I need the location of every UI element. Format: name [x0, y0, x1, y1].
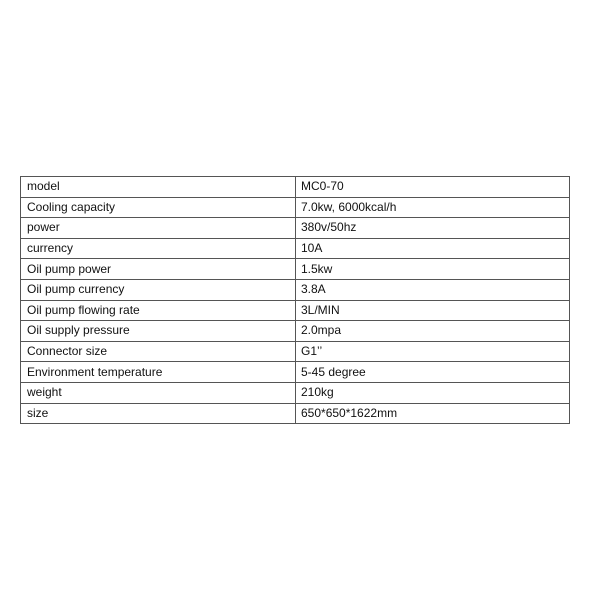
spec-label-cooling-capacity: Cooling capacity — [21, 197, 296, 218]
spec-label-oil-supply-pressure: Oil supply pressure — [21, 321, 296, 342]
spec-label-oil-pump-flowing-rate: Oil pump flowing rate — [21, 300, 296, 321]
spec-value-oil-pump-flowing-rate: 3L/MIN — [296, 300, 570, 321]
spec-label-weight: weight — [21, 382, 296, 403]
table-row — [21, 300, 570, 321]
spec-value-currency: 10A — [296, 238, 570, 259]
spec-value-cooling-capacity: 7.0kw, 6000kcal/h — [296, 197, 570, 218]
table-row — [21, 382, 570, 403]
table-row — [21, 321, 570, 342]
spec-value-size: 650*650*1622mm — [296, 403, 570, 424]
spec-value-weight: 210kg — [296, 382, 570, 403]
spec-label-oil-pump-power: Oil pump power — [21, 259, 296, 280]
spec-value-connector-size: G1’’ — [296, 341, 570, 362]
spec-table — [20, 176, 570, 424]
spec-value-oil-pump-currency: 3.8A — [296, 279, 570, 300]
spec-value-oil-pump-power: 1.5kw — [296, 259, 570, 280]
table-row — [21, 403, 570, 424]
table-row — [21, 218, 570, 239]
table-row — [21, 341, 570, 362]
table-row — [21, 362, 570, 383]
table-row — [21, 279, 570, 300]
spec-value-environment-temperature: 5-45 degree — [296, 362, 570, 383]
spec-label-size: size — [21, 403, 296, 424]
spec-value-oil-supply-pressure: 2.0mpa — [296, 321, 570, 342]
spec-label-model: model — [21, 177, 296, 198]
spec-label-environment-temperature: Environment temperature — [21, 362, 296, 383]
spec-table-body — [21, 177, 570, 424]
table-row — [21, 259, 570, 280]
table-row — [21, 177, 570, 198]
spec-label-power: power — [21, 218, 296, 239]
spec-value-power: 380v/50hz — [296, 218, 570, 239]
spec-label-currency: currency — [21, 238, 296, 259]
spec-value-model: MC0-70 — [296, 177, 570, 198]
table-row — [21, 197, 570, 218]
spec-label-connector-size: Connector size — [21, 341, 296, 362]
spec-label-oil-pump-currency: Oil pump currency — [21, 279, 296, 300]
table-row — [21, 238, 570, 259]
